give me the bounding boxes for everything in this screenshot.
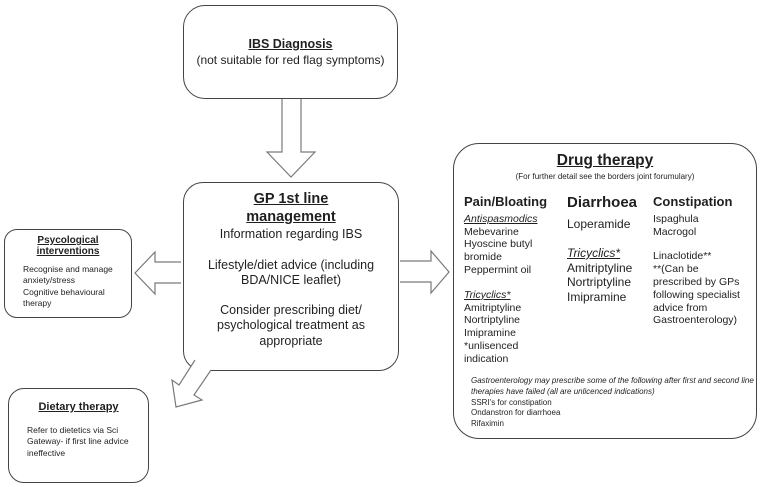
gp-info-line: Information regarding IBS: [219, 227, 363, 242]
drug-item: Mebevarine: [464, 225, 519, 238]
psych-item-cbt: Cognitive behavioural therapy: [23, 286, 105, 309]
drug-item: Imipramine: [464, 327, 516, 340]
drug-therapy-box: [453, 143, 757, 439]
dietary-therapy-box: [8, 388, 149, 483]
psychological-interventions-title: Psycological interventions: [36, 235, 100, 257]
diarrhoea-header: Diarrhoea: [567, 194, 638, 211]
footnote-item: Ondanstron for diarrhoea: [471, 408, 561, 418]
right-arrow: [400, 251, 449, 293]
gp-first-line-box: [183, 182, 399, 371]
gp-first-line-title: GP 1st line management: [246, 191, 336, 226]
pain-bloating-header: Pain/Bloating: [464, 194, 548, 209]
tricyclics-label: Tricyclics*: [464, 288, 511, 301]
unlicensed-note: *unlisenced indication: [464, 340, 519, 365]
footnote-item: SSRI's for constipation: [471, 397, 552, 407]
left-arrow: [135, 252, 181, 294]
footnote-item: Rifaximin: [471, 419, 504, 429]
antispasmodics-label: Antispasmodics: [464, 212, 538, 225]
gp-consider-line: Consider prescribing diet/ psychological treatment as appropriate: [217, 303, 365, 348]
drug-item: Loperamide: [567, 217, 631, 232]
dietary-therapy-body: Refer to dietetics via Sci Gateway- if first line advice ineffective: [27, 425, 129, 458]
diarrhoea-column: [567, 194, 655, 304]
ibs-diagnosis-title: IBS Diagnosis: [248, 37, 333, 51]
drug-item: Hyoscine butyl bromide: [464, 238, 533, 264]
psych-item-anxiety: Recognise and manage anxiety/stress: [23, 264, 113, 286]
linaclotide-note: **(Can be prescribed by GPs following specialist advice from Gastroenterology): [653, 263, 740, 327]
constipation-header: Constipation: [653, 194, 733, 209]
gastro-footnote: [471, 376, 762, 430]
psychological-interventions-box: [4, 229, 132, 318]
drug-item: Ispaghula: [653, 212, 699, 225]
dietary-therapy-title: Dietary therapy: [38, 401, 119, 413]
gastro-footnote-intro: Gastroenterology may prescribe some of the following after first and second line therapies have failed (all are unlicenced indications): [471, 376, 754, 396]
drug-item: Linaclotide**: [653, 250, 712, 263]
drug-item: Amitriptyline: [567, 260, 633, 275]
tricyclics-label: Tricyclics*: [567, 245, 621, 260]
ibs-diagnosis-subtitle: (not suitable for red flag symptoms): [196, 53, 385, 67]
drug-item: Nortriptyline: [567, 275, 632, 290]
drug-therapy-title: Drug therapy: [556, 152, 654, 169]
drug-therapy-subtitle: (For further detail see the borders joint forumulary): [515, 172, 695, 181]
drug-item: Peppermint oil: [464, 264, 532, 277]
down-arrow: [267, 99, 315, 177]
drug-item: Nortriptyline: [464, 314, 521, 327]
pain-bloating-column: [464, 194, 558, 366]
drug-item: Amitriptyline: [464, 301, 522, 314]
constipation-column: [653, 194, 745, 327]
ibs-diagnosis-box: [183, 5, 398, 99]
gp-lifestyle-line: Lifestyle/diet advice (including BDA/NICE leaflet): [207, 257, 375, 287]
drug-item: Imipramine: [567, 289, 627, 304]
drug-item: Macrogol: [653, 225, 697, 238]
